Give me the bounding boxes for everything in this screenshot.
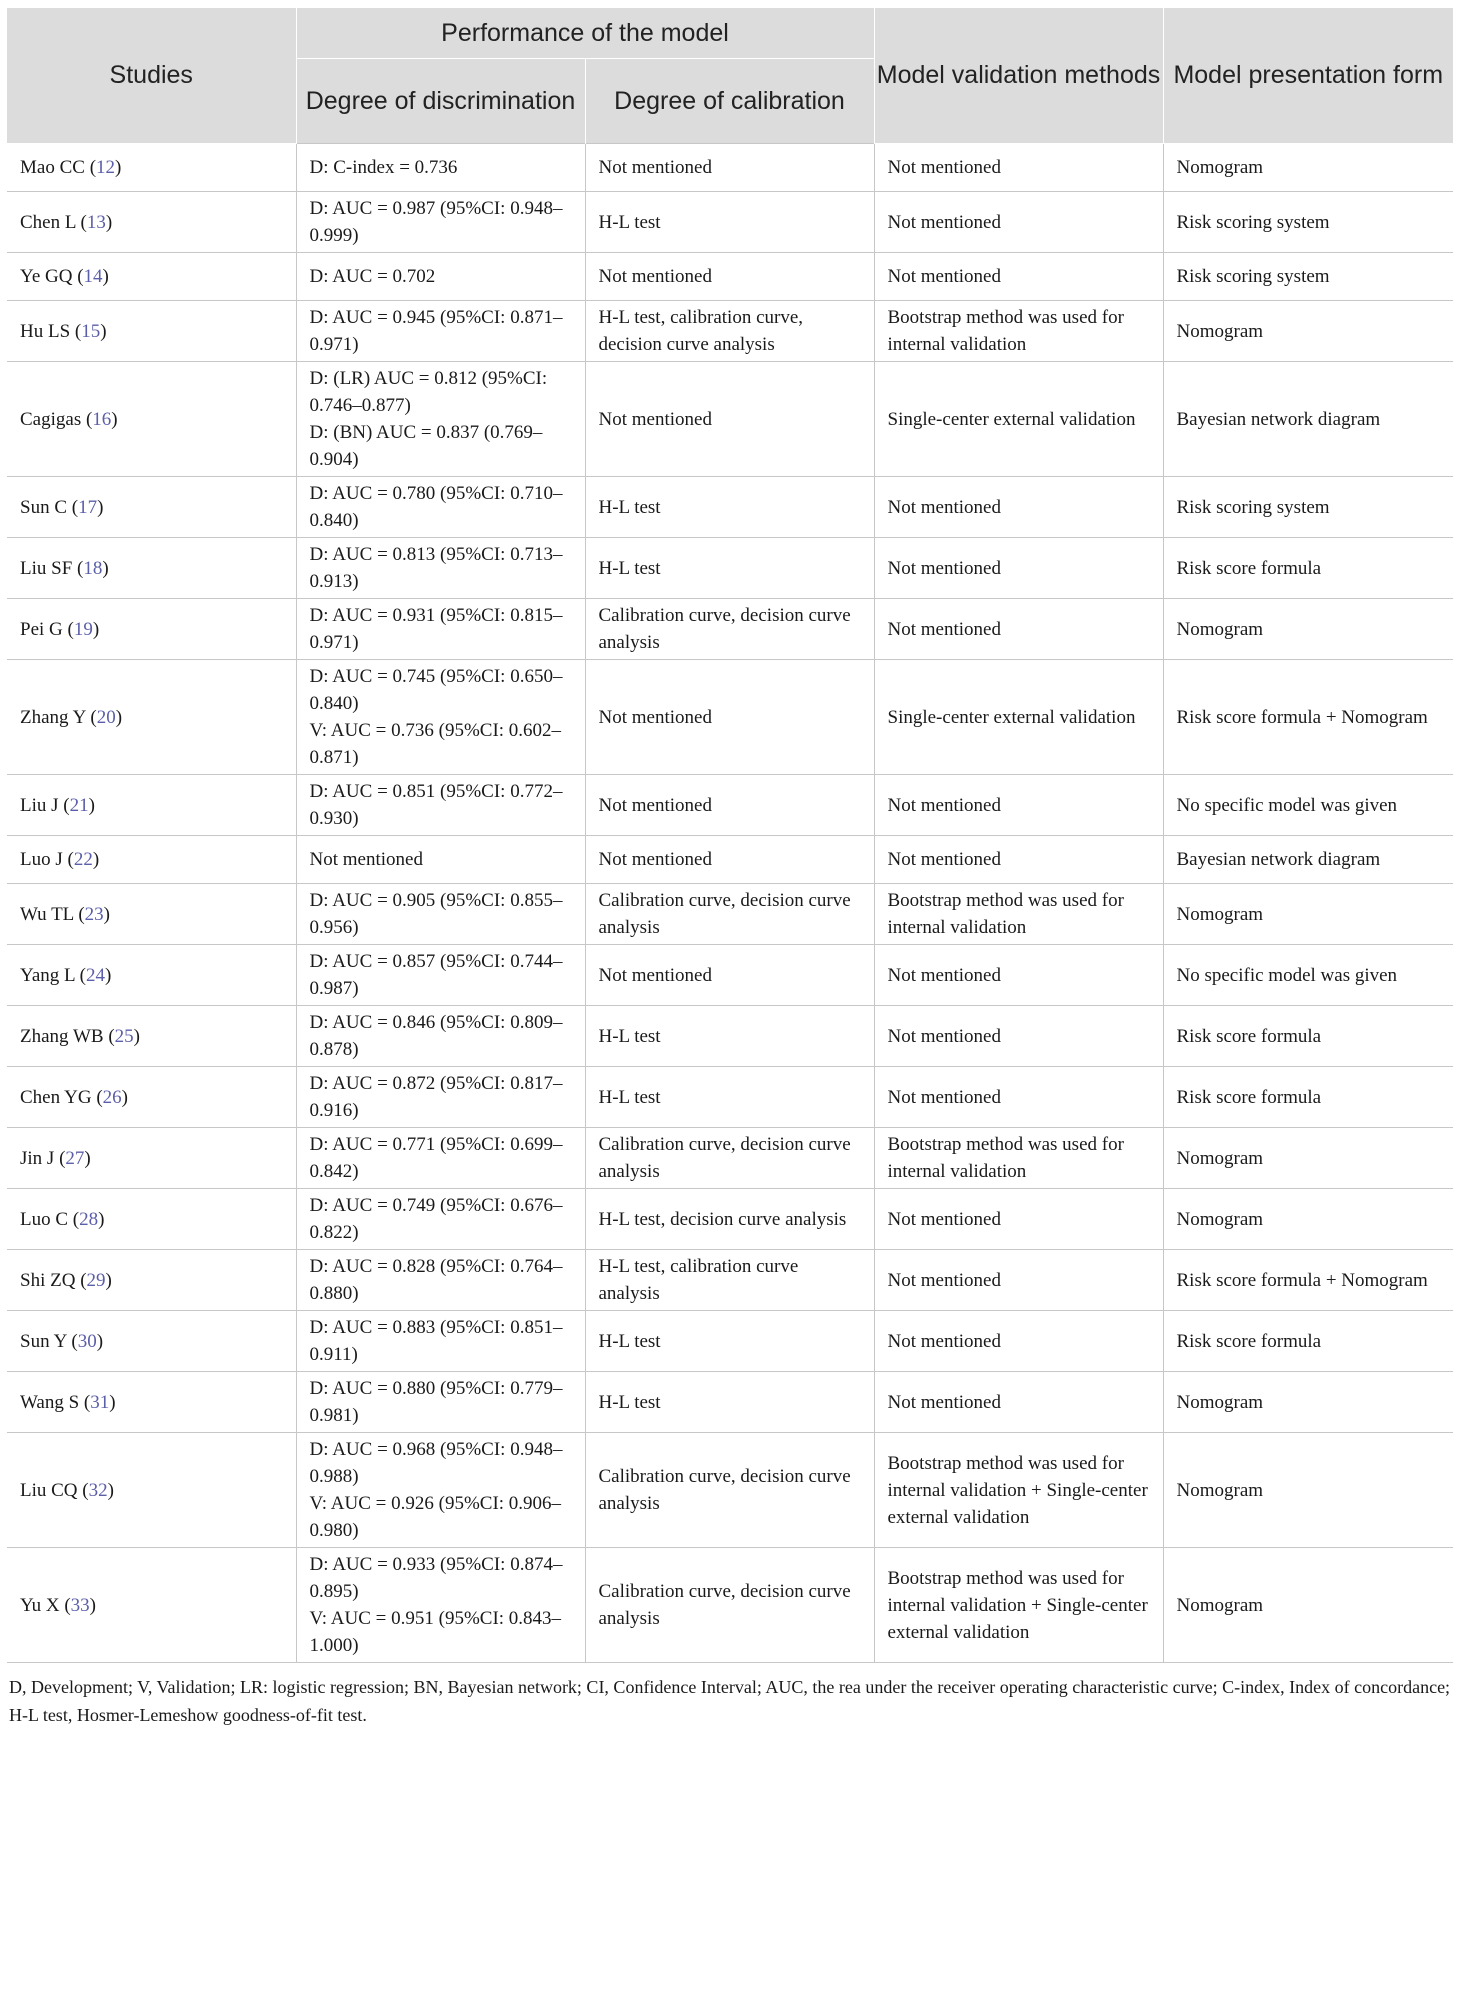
reference-link[interactable]: 23 xyxy=(84,903,104,925)
discrimination-result: D: (LR) AUC = 0.812 (95%CI: 0.746–0.877) xyxy=(309,368,548,416)
cell-discrimination xyxy=(296,1128,585,1189)
cell-study: Wang S (31) xyxy=(7,1372,296,1433)
cell-study: Liu CQ (32) xyxy=(7,1433,296,1548)
table-row xyxy=(7,1067,1453,1128)
table-row xyxy=(7,660,1453,775)
discrimination-result: D: AUC = 0.880 (95%CI: 0.779–0.981) xyxy=(309,1378,563,1426)
discrimination-result: D: AUC = 0.987 (95%CI: 0.948–0.999) xyxy=(309,198,563,246)
cell-study: Luo J (22) xyxy=(7,836,296,884)
cell-discrimination xyxy=(296,660,585,775)
study-name: Liu J xyxy=(20,794,59,816)
cell-presentation: No specific model was given xyxy=(1163,945,1453,1006)
studies-performance-table xyxy=(7,8,1453,1663)
study-name: Mao CC xyxy=(20,157,85,178)
cell-calibration: Not mentioned xyxy=(585,253,874,301)
table-row xyxy=(7,884,1453,945)
cell-discrimination xyxy=(296,1372,585,1433)
discrimination-result: D: AUC = 0.931 (95%CI: 0.815–0.971) xyxy=(309,605,563,653)
reference-link[interactable]: 22 xyxy=(73,849,93,870)
study-name: Chen YG xyxy=(20,1086,92,1108)
cell-discrimination xyxy=(296,775,585,836)
cell-presentation: Risk score formula xyxy=(1163,1067,1453,1128)
study-name: Hu LS xyxy=(20,320,71,342)
study-name: Yang L xyxy=(20,964,75,986)
discrimination-result: D: AUC = 0.872 (95%CI: 0.817–0.916) xyxy=(309,1073,563,1121)
reference-link[interactable]: 15 xyxy=(81,320,101,342)
cell-discrimination xyxy=(296,599,585,660)
cell-discrimination xyxy=(296,362,585,477)
cell-calibration: H-L test, calibration curve analysis xyxy=(585,1250,874,1311)
cell-presentation: Risk score formula + Nomogram xyxy=(1163,1250,1453,1311)
reference-link[interactable]: 19 xyxy=(73,618,93,640)
study-name: Zhang Y xyxy=(20,706,86,728)
cell-validation: Not mentioned xyxy=(874,599,1163,660)
cell-study: Zhang WB (25) xyxy=(7,1006,296,1067)
cell-study: Sun C (17) xyxy=(7,477,296,538)
cell-study: Jin J (27) xyxy=(7,1128,296,1189)
study-name: Yu X xyxy=(20,1594,60,1616)
cell-validation: Not mentioned xyxy=(874,1250,1163,1311)
cell-calibration: Not mentioned xyxy=(585,775,874,836)
cell-validation: Not mentioned xyxy=(874,477,1163,538)
cell-presentation: Nomogram xyxy=(1163,599,1453,660)
table-row xyxy=(7,144,1453,192)
header-performance: Performance of the model xyxy=(296,8,874,59)
cell-presentation: Nomogram xyxy=(1163,1548,1453,1663)
table-row xyxy=(7,1250,1453,1311)
discrimination-result: D: AUC = 0.905 (95%CI: 0.855–0.956) xyxy=(309,890,563,938)
cell-calibration: H-L test xyxy=(585,192,874,253)
discrimination-result: D: AUC = 0.857 (95%CI: 0.744–0.987) xyxy=(309,951,563,999)
cell-calibration: Not mentioned xyxy=(585,836,874,884)
reference-link[interactable]: 12 xyxy=(96,157,116,178)
discrimination-result: V: AUC = 0.736 (95%CI: 0.602–0.871) xyxy=(309,720,562,768)
table-row xyxy=(7,1311,1453,1372)
reference-link[interactable]: 30 xyxy=(77,1330,97,1352)
cell-calibration: Not mentioned xyxy=(585,362,874,477)
discrimination-result: D: AUC = 0.828 (95%CI: 0.764–0.880) xyxy=(309,1256,563,1304)
cell-study: Zhang Y (20) xyxy=(7,660,296,775)
cell-calibration: H-L test xyxy=(585,1372,874,1433)
table-footnote: D, Development; V, Validation; LR: logistic regression; BN, Bayesian network; CI, Confidence Interval; AUC, the rea under the receiver operating characteristic curve; C-index, Index of concordance; H-L test, Hosmer-Lemeshow goodness-of-fit test. xyxy=(9,1677,1451,1725)
cell-validation: Bootstrap method was used for internal validation xyxy=(874,884,1163,945)
study-name: Wu TL xyxy=(20,903,74,925)
reference-link[interactable]: 25 xyxy=(114,1025,134,1047)
cell-validation: Not mentioned xyxy=(874,945,1163,1006)
cell-study: Luo C (28) xyxy=(7,1189,296,1250)
cell-validation: Not mentioned xyxy=(874,1067,1163,1128)
cell-discrimination xyxy=(296,1250,585,1311)
cell-calibration: H-L test, decision curve analysis xyxy=(585,1189,874,1250)
cell-validation: Bootstrap method was used for internal validation + Single-center external validation xyxy=(874,1548,1163,1663)
cell-discrimination xyxy=(296,1189,585,1250)
table-row xyxy=(7,301,1453,362)
cell-validation: Single-center external validation xyxy=(874,362,1163,477)
cell-discrimination xyxy=(296,538,585,599)
study-name: Pei G xyxy=(20,618,63,640)
reference-link[interactable]: 18 xyxy=(83,557,103,579)
table-row xyxy=(7,836,1453,884)
table-row xyxy=(7,477,1453,538)
cell-discrimination xyxy=(296,144,585,192)
table-row xyxy=(7,1548,1453,1663)
cell-validation: Not mentioned xyxy=(874,192,1163,253)
cell-discrimination xyxy=(296,836,585,884)
study-name: Zhang WB xyxy=(20,1025,104,1047)
cell-study: Mao CC (12) xyxy=(7,144,296,192)
discrimination-result: D: AUC = 0.945 (95%CI: 0.871–0.971) xyxy=(309,307,563,355)
reference-link[interactable]: 27 xyxy=(65,1147,85,1169)
cell-study: Yang L (24) xyxy=(7,945,296,1006)
cell-presentation: Risk score formula xyxy=(1163,1006,1453,1067)
cell-discrimination xyxy=(296,477,585,538)
cell-study: Sun Y (30) xyxy=(7,1311,296,1372)
study-name: Luo J xyxy=(20,849,63,870)
reference-link[interactable]: 17 xyxy=(78,496,98,518)
discrimination-result: D: AUC = 0.968 (95%CI: 0.948–0.988) xyxy=(309,1439,563,1487)
cell-discrimination xyxy=(296,945,585,1006)
cell-calibration: Not mentioned xyxy=(585,660,874,775)
cell-presentation: Nomogram xyxy=(1163,301,1453,362)
study-name: Shi ZQ xyxy=(20,1269,76,1291)
cell-calibration: Not mentioned xyxy=(585,144,874,192)
cell-study: Liu SF (18) xyxy=(7,538,296,599)
cell-study: Ye GQ (14) xyxy=(7,253,296,301)
cell-presentation: Bayesian network diagram xyxy=(1163,362,1453,477)
discrimination-result: D: AUC = 0.813 (95%CI: 0.713–0.913) xyxy=(309,544,563,592)
table-row xyxy=(7,599,1453,660)
cell-discrimination xyxy=(296,884,585,945)
cell-validation: Not mentioned xyxy=(874,144,1163,192)
header-studies: Studies xyxy=(7,8,296,144)
cell-discrimination xyxy=(296,1067,585,1128)
cell-study: Yu X (33) xyxy=(7,1548,296,1663)
reference-link[interactable]: 29 xyxy=(86,1269,106,1291)
table-row xyxy=(7,1128,1453,1189)
table-row xyxy=(7,538,1453,599)
cell-study: Shi ZQ (29) xyxy=(7,1250,296,1311)
cell-validation: Bootstrap method was used for internal validation xyxy=(874,1128,1163,1189)
cell-validation: Not mentioned xyxy=(874,1372,1163,1433)
cell-validation: Not mentioned xyxy=(874,253,1163,301)
study-name: Sun C xyxy=(20,496,67,518)
cell-discrimination xyxy=(296,1311,585,1372)
cell-study: Hu LS (15) xyxy=(7,301,296,362)
study-name: Chen L xyxy=(20,211,76,233)
discrimination-result: D: C-index = 0.736 xyxy=(309,157,458,178)
table-row xyxy=(7,362,1453,477)
reference-link[interactable]: 28 xyxy=(79,1208,99,1230)
discrimination-result: D: AUC = 0.883 (95%CI: 0.851–0.911) xyxy=(309,1317,563,1365)
cell-validation: Bootstrap method was used for internal validation + Single-center external validation xyxy=(874,1433,1163,1548)
reference-link[interactable]: 13 xyxy=(86,211,106,233)
reference-link[interactable]: 16 xyxy=(92,408,112,430)
cell-presentation: Bayesian network diagram xyxy=(1163,836,1453,884)
cell-calibration: Calibration curve, decision curve analysis xyxy=(585,1433,874,1548)
cell-presentation: Nomogram xyxy=(1163,1433,1453,1548)
table-header xyxy=(7,8,1453,144)
cell-presentation: Risk scoring system xyxy=(1163,192,1453,253)
cell-validation: Bootstrap method was used for internal validation xyxy=(874,301,1163,362)
cell-calibration: H-L test xyxy=(585,1006,874,1067)
cell-presentation: Nomogram xyxy=(1163,1128,1453,1189)
cell-study: Wu TL (23) xyxy=(7,884,296,945)
cell-presentation: Nomogram xyxy=(1163,1372,1453,1433)
cell-presentation: Risk scoring system xyxy=(1163,477,1453,538)
cell-calibration: H-L test, calibration curve, decision curve analysis xyxy=(585,301,874,362)
cell-validation: Not mentioned xyxy=(874,1006,1163,1067)
cell-discrimination xyxy=(296,192,585,253)
reference-link[interactable]: 20 xyxy=(96,706,116,728)
header-calibration: Degree of calibration xyxy=(585,59,874,144)
table-body xyxy=(7,144,1453,1663)
cell-calibration: Calibration curve, decision curve analysis xyxy=(585,1548,874,1663)
table-row xyxy=(7,1189,1453,1250)
cell-study: Chen L (13) xyxy=(7,192,296,253)
study-name: Wang S xyxy=(20,1391,80,1413)
cell-calibration: Not mentioned xyxy=(585,945,874,1006)
cell-calibration: H-L test xyxy=(585,1067,874,1128)
cell-presentation: No specific model was given xyxy=(1163,775,1453,836)
cell-study: Liu J (21) xyxy=(7,775,296,836)
cell-validation: Not mentioned xyxy=(874,538,1163,599)
study-name: Cagigas xyxy=(20,408,82,430)
discrimination-result: V: AUC = 0.926 (95%CI: 0.906–0.980) xyxy=(309,1493,562,1541)
table-row xyxy=(7,945,1453,1006)
header-discrimination: Degree of discrimination xyxy=(296,59,585,144)
cell-study: Chen YG (26) xyxy=(7,1067,296,1128)
cell-discrimination xyxy=(296,1548,585,1663)
reference-link[interactable]: 32 xyxy=(88,1479,108,1501)
cell-study: Pei G (19) xyxy=(7,599,296,660)
table-row xyxy=(7,192,1453,253)
header-presentation: Model presentation form xyxy=(1163,8,1453,144)
reference-link[interactable]: 33 xyxy=(70,1594,90,1616)
discrimination-result: D: AUC = 0.745 (95%CI: 0.650–0.840) xyxy=(309,666,563,714)
cell-presentation: Nomogram xyxy=(1163,884,1453,945)
cell-validation: Not mentioned xyxy=(874,775,1163,836)
cell-presentation: Risk score formula xyxy=(1163,538,1453,599)
study-name: Luo C xyxy=(20,1208,69,1230)
cell-study: Cagigas (16) xyxy=(7,362,296,477)
discrimination-result: D: AUC = 0.846 (95%CI: 0.809–0.878) xyxy=(309,1012,563,1060)
cell-validation: Single-center external validation xyxy=(874,660,1163,775)
reference-link[interactable]: 26 xyxy=(102,1086,122,1108)
cell-calibration: Calibration curve, decision curve analysis xyxy=(585,884,874,945)
discrimination-result: D: AUC = 0.780 (95%CI: 0.710–0.840) xyxy=(309,483,563,531)
study-name: Jin J xyxy=(20,1147,55,1169)
table-container xyxy=(7,8,1453,1729)
cell-discrimination xyxy=(296,301,585,362)
study-name: Sun Y xyxy=(20,1330,67,1352)
study-name: Liu SF xyxy=(20,557,73,579)
table-row xyxy=(7,1006,1453,1067)
cell-validation: Not mentioned xyxy=(874,1189,1163,1250)
cell-presentation: Nomogram xyxy=(1163,144,1453,192)
discrimination-result: D: (BN) AUC = 0.837 (0.769–0.904) xyxy=(309,422,543,470)
cell-calibration: Calibration curve, decision curve analysis xyxy=(585,599,874,660)
cell-presentation: Risk score formula + Nomogram xyxy=(1163,660,1453,775)
cell-calibration: H-L test xyxy=(585,1311,874,1372)
cell-discrimination xyxy=(296,1433,585,1548)
discrimination-result: D: AUC = 0.702 xyxy=(309,266,436,287)
table-row xyxy=(7,775,1453,836)
reference-link[interactable]: 14 xyxy=(83,266,103,287)
reference-link[interactable]: 21 xyxy=(69,794,89,816)
cell-validation: Not mentioned xyxy=(874,1311,1163,1372)
cell-validation: Not mentioned xyxy=(874,836,1163,884)
discrimination-result: Not mentioned xyxy=(309,849,423,870)
study-name: Liu CQ xyxy=(20,1479,78,1501)
discrimination-result: D: AUC = 0.771 (95%CI: 0.699–0.842) xyxy=(309,1134,563,1182)
table-row xyxy=(7,1372,1453,1433)
cell-presentation: Nomogram xyxy=(1163,1189,1453,1250)
reference-link[interactable]: 24 xyxy=(85,964,105,986)
cell-calibration: H-L test xyxy=(585,477,874,538)
cell-presentation: Risk scoring system xyxy=(1163,253,1453,301)
discrimination-result: D: AUC = 0.749 (95%CI: 0.676–0.822) xyxy=(309,1195,563,1243)
cell-presentation: Risk score formula xyxy=(1163,1311,1453,1372)
study-name: Ye GQ xyxy=(20,266,73,287)
cell-discrimination xyxy=(296,253,585,301)
table-row xyxy=(7,1433,1453,1548)
header-validation: Model validation methods xyxy=(874,8,1163,144)
cell-calibration: Calibration curve, decision curve analysis xyxy=(585,1128,874,1189)
table-row xyxy=(7,253,1453,301)
cell-calibration: H-L test xyxy=(585,538,874,599)
reference-link[interactable]: 31 xyxy=(90,1391,110,1413)
discrimination-result: D: AUC = 0.933 (95%CI: 0.874–0.895) xyxy=(309,1554,563,1602)
discrimination-result: V: AUC = 0.951 (95%CI: 0.843–1.000) xyxy=(309,1608,562,1656)
discrimination-result: D: AUC = 0.851 (95%CI: 0.772–0.930) xyxy=(309,781,563,829)
cell-discrimination xyxy=(296,1006,585,1067)
